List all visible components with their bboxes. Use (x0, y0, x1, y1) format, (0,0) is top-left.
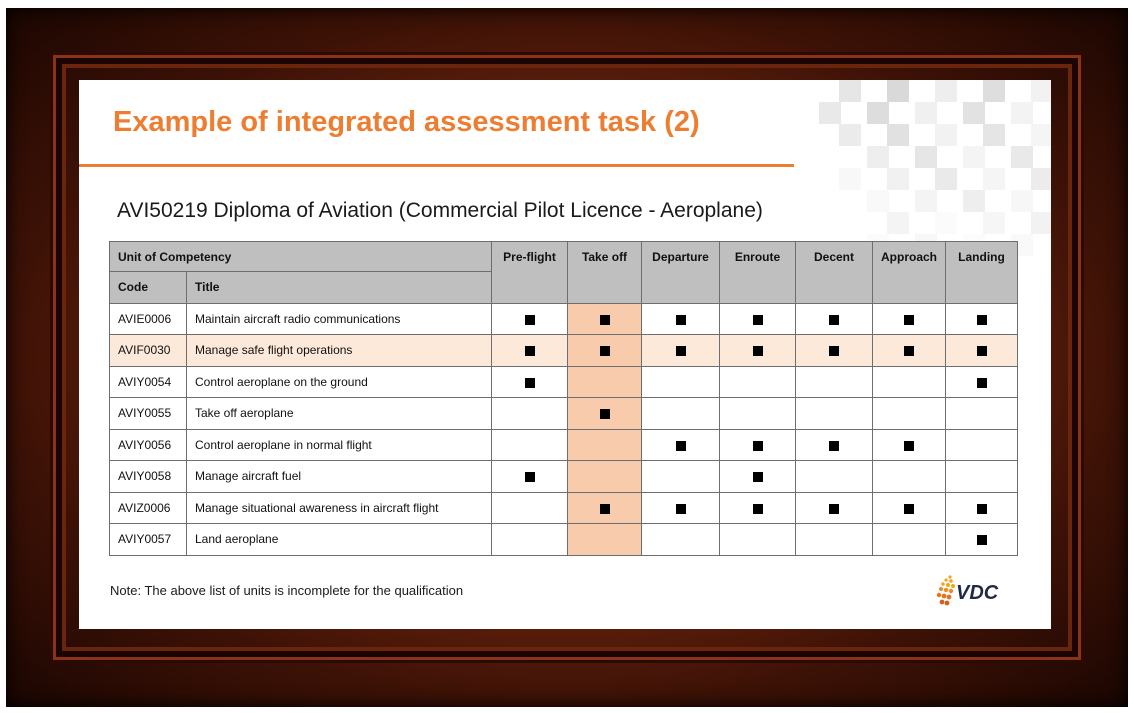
slide-title: Example of integrated assessment task (2) (113, 106, 700, 138)
phase-cell (492, 492, 568, 524)
unit-title: Manage situational awareness in aircraft flight (187, 492, 492, 524)
unit-title: Manage aircraft fuel (187, 461, 492, 493)
phase-cell (642, 461, 720, 493)
checker-cell (983, 212, 1005, 234)
mark-square-icon (753, 441, 763, 451)
mark-square-icon (977, 535, 987, 545)
mark-square-icon (829, 346, 839, 356)
phase-cell (720, 492, 796, 524)
checker-cell (839, 168, 861, 190)
checker-cell (1031, 168, 1051, 190)
mark-square-icon (676, 441, 686, 451)
phase-cell (796, 429, 873, 461)
unit-of-competency-header: Unit of Competency (110, 242, 492, 272)
units-table (109, 241, 1018, 556)
checker-cell (867, 102, 889, 124)
checker-cell (887, 80, 909, 102)
phase-cell (796, 366, 873, 398)
checker-cell (1011, 146, 1033, 168)
unit-title: Manage safe flight operations (187, 335, 492, 367)
phase-cell (720, 303, 796, 335)
phase-cell (946, 366, 1018, 398)
phase-cell (946, 303, 1018, 335)
checker-cell (839, 124, 861, 146)
phase-cell (946, 335, 1018, 367)
unit-code: AVIE0006 (110, 303, 187, 335)
phase-cell (720, 461, 796, 493)
code-header: Code (110, 272, 187, 304)
phase-cell (568, 492, 642, 524)
phase-cell (568, 461, 642, 493)
phase-header-decent: Decent (796, 242, 873, 304)
mark-square-icon (977, 315, 987, 325)
phase-cell (873, 429, 946, 461)
slide (79, 80, 1051, 629)
phase-cell (720, 524, 796, 556)
incomplete-list-note: Note: The above list of units is incomplete for the qualification (110, 583, 464, 598)
phase-cell (492, 461, 568, 493)
phase-cell (796, 461, 873, 493)
phase-cell (946, 429, 1018, 461)
checker-cell (935, 80, 957, 102)
phase-cell (492, 303, 568, 335)
mark-square-icon (600, 409, 610, 419)
mark-square-icon (829, 441, 839, 451)
mark-square-icon (600, 346, 610, 356)
checker-cell (983, 168, 1005, 190)
mark-square-icon (600, 504, 610, 514)
phase-cell (642, 492, 720, 524)
phase-cell (568, 335, 642, 367)
checker-cell (867, 146, 889, 168)
phase-header-take-off: Take off (568, 242, 642, 304)
mark-square-icon (525, 472, 535, 482)
mark-square-icon (904, 441, 914, 451)
unit-title: Control aeroplane in normal flight (187, 429, 492, 461)
phase-cell (796, 335, 873, 367)
phase-cell (568, 524, 642, 556)
checker-cell (1011, 190, 1033, 212)
table-row (110, 492, 1018, 524)
phase-cell (946, 524, 1018, 556)
phase-cell (642, 524, 720, 556)
title-header: Title (187, 272, 492, 304)
unit-code: AVIY0057 (110, 524, 187, 556)
phase-cell (492, 429, 568, 461)
phase-header-departure: Departure (642, 242, 720, 304)
checker-cell (963, 146, 985, 168)
checker-cell (1031, 124, 1051, 146)
checker-cell (983, 80, 1005, 102)
checker-cell (963, 190, 985, 212)
checker-decoration (791, 80, 1051, 255)
checker-cell (915, 102, 937, 124)
mark-square-icon (676, 504, 686, 514)
unit-code: AVIY0054 (110, 366, 187, 398)
unit-title: Take off aeroplane (187, 398, 492, 430)
phase-cell (492, 335, 568, 367)
unit-code: AVIF0030 (110, 335, 187, 367)
checker-cell (1031, 80, 1051, 102)
table-row (110, 524, 1018, 556)
phase-cell (642, 366, 720, 398)
unit-code: AVIZ0006 (110, 492, 187, 524)
phase-cell (796, 303, 873, 335)
mark-square-icon (600, 315, 610, 325)
phase-cell (568, 429, 642, 461)
phase-cell (873, 492, 946, 524)
mark-square-icon (977, 378, 987, 388)
phase-cell (873, 524, 946, 556)
phase-cell (796, 398, 873, 430)
mark-square-icon (676, 346, 686, 356)
phase-cell (720, 366, 796, 398)
checker-cell (915, 146, 937, 168)
title-underline (79, 164, 794, 167)
checker-cell (935, 168, 957, 190)
phase-cell (642, 335, 720, 367)
mark-square-icon (525, 378, 535, 388)
qualification-subtitle: AVI50219 Diploma of Aviation (Commercial Pilot Licence - Aeroplane) (117, 199, 763, 222)
phase-cell (720, 398, 796, 430)
phase-cell (873, 335, 946, 367)
unit-code: AVIY0058 (110, 461, 187, 493)
checker-cell (983, 124, 1005, 146)
mark-square-icon (977, 504, 987, 514)
phase-cell (492, 366, 568, 398)
phase-header-enroute: Enroute (720, 242, 796, 304)
phase-cell (642, 429, 720, 461)
table-row (110, 366, 1018, 398)
phase-cell (720, 335, 796, 367)
table-row (110, 429, 1018, 461)
checker-cell (1031, 212, 1051, 234)
phase-cell (642, 303, 720, 335)
unit-title: Maintain aircraft radio communications (187, 303, 492, 335)
phase-cell (568, 398, 642, 430)
checker-cell (867, 190, 889, 212)
phase-cell (873, 461, 946, 493)
checker-cell (819, 102, 841, 124)
table-row (110, 398, 1018, 430)
mark-square-icon (753, 472, 763, 482)
unit-code: AVIY0056 (110, 429, 187, 461)
phase-cell (492, 524, 568, 556)
phase-cell (568, 303, 642, 335)
phase-cell (946, 398, 1018, 430)
table-row (110, 303, 1018, 335)
vdc-logo-text: VDC (956, 582, 999, 604)
table-row (110, 335, 1018, 367)
unit-title: Land aeroplane (187, 524, 492, 556)
checker-cell (887, 168, 909, 190)
mark-square-icon (525, 315, 535, 325)
phase-header-approach: Approach (873, 242, 946, 304)
table-row (110, 461, 1018, 493)
units-table-body (110, 303, 1018, 555)
vdc-logo (934, 574, 1024, 608)
phase-cell (720, 429, 796, 461)
phase-cell (642, 398, 720, 430)
phase-cell (492, 398, 568, 430)
mark-square-icon (904, 315, 914, 325)
mark-square-icon (753, 346, 763, 356)
mark-square-icon (904, 504, 914, 514)
phase-header-landing: Landing (946, 242, 1018, 304)
checker-cell (887, 124, 909, 146)
checker-cell (963, 102, 985, 124)
unit-code: AVIY0055 (110, 398, 187, 430)
mark-square-icon (977, 346, 987, 356)
mark-square-icon (753, 504, 763, 514)
mark-square-icon (829, 315, 839, 325)
mark-square-icon (904, 346, 914, 356)
checker-cell (839, 80, 861, 102)
mark-square-icon (753, 315, 763, 325)
phase-cell (568, 366, 642, 398)
phase-cell (946, 492, 1018, 524)
checker-cell (935, 124, 957, 146)
phase-cell (873, 303, 946, 335)
mark-square-icon (676, 315, 686, 325)
checker-cell (915, 190, 937, 212)
phase-cell (796, 524, 873, 556)
phase-cell (946, 461, 1018, 493)
unit-title: Control aeroplane on the ground (187, 366, 492, 398)
mark-square-icon (829, 504, 839, 514)
phase-cell (796, 492, 873, 524)
phase-header-pre-flight: Pre-flight (492, 242, 568, 304)
phase-cell (873, 398, 946, 430)
phase-cell (873, 366, 946, 398)
checker-cell (935, 212, 957, 234)
checker-cell (887, 212, 909, 234)
checker-cell (1011, 102, 1033, 124)
mark-square-icon (525, 346, 535, 356)
